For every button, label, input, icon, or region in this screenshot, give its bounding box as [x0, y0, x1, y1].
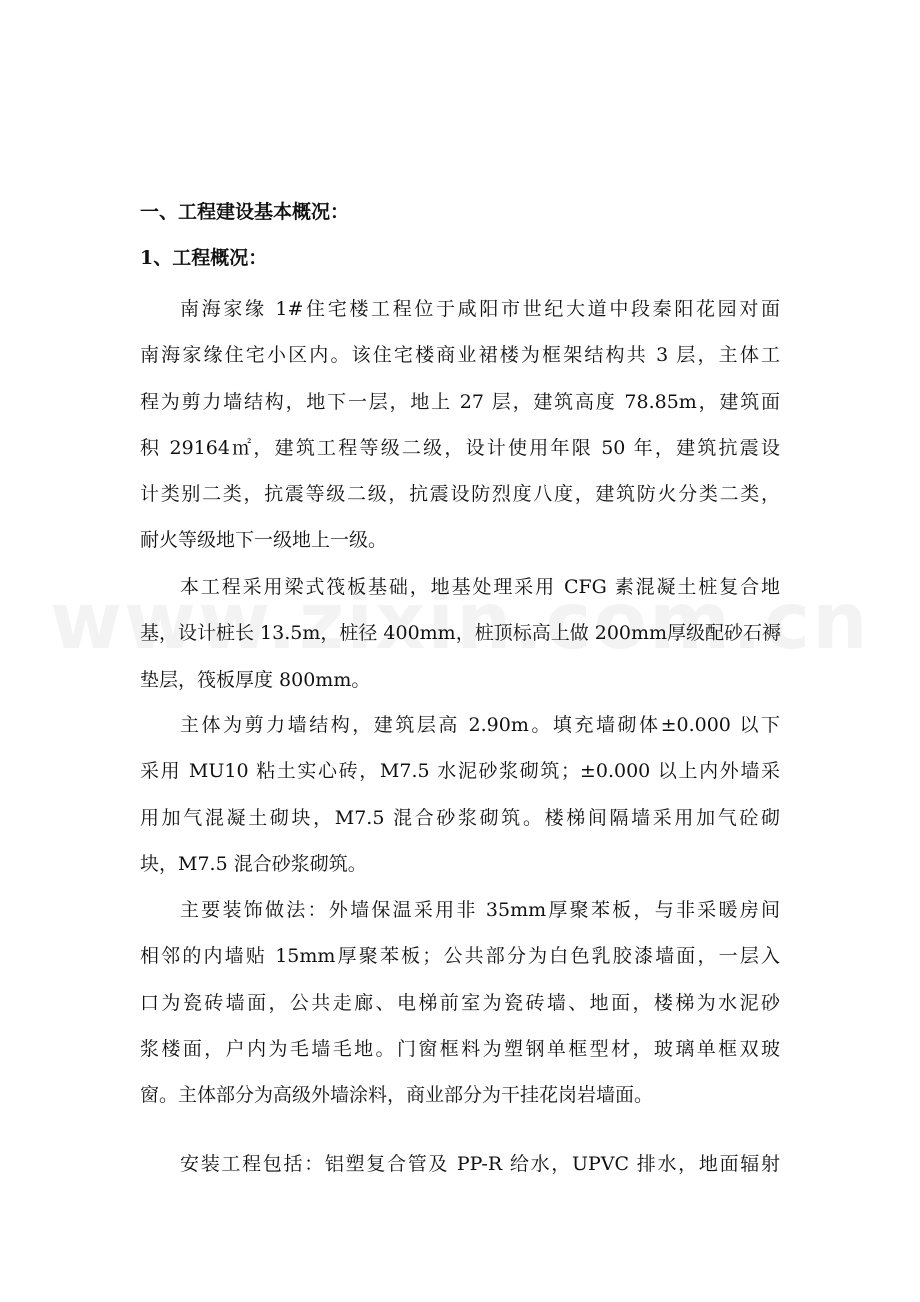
subsection-heading: 1、工程概况：	[140, 247, 268, 269]
paragraph-line: 耐火等级地下一级地上一级。	[140, 529, 388, 552]
paragraph-line: 基，设计桩长 13.5m，桩径 400mm，桩顶标高上做 200mm厚级配砂石褥	[140, 622, 782, 645]
paragraph-project-location	[140, 286, 780, 564]
paragraph-line: 程为剪力墙结构，地下一层，地上 27 层，建筑高度 78.85m，建筑面	[140, 390, 780, 413]
paragraph-main-structure	[140, 702, 780, 887]
section-heading: 一、工程建设基本概况：	[140, 201, 350, 223]
paragraph-line: 用加气混凝土砌块，M7.5 混合砂浆砌筑。楼梯间隔墙采用加气砼砌	[140, 806, 780, 829]
paragraph-line: 计类别二类，抗震等级二级，抗震设防烈度八度，建筑防火分类二类，	[140, 483, 780, 506]
paragraph-line: 采用 MU10 粘土实心砖，M7.5 水泥砂浆砌筑；±0.000 以上内外墙采	[140, 760, 780, 783]
paragraph-line: 南海家缘住宅小区内。该住宅楼商业裙楼为框架结构共 3 层，主体工	[140, 344, 780, 367]
paragraph-line: 垫层，筏板厚度 800mm。	[140, 668, 371, 691]
paragraph-decoration	[140, 887, 780, 1118]
paragraph-installation	[140, 1141, 780, 1187]
paragraph-line: 南海家缘 1#住宅楼工程位于咸阳市世纪大道中段秦阳花园对面	[180, 298, 780, 320]
paragraph-line: 积 29164㎡，建筑工程等级二级，设计使用年限 50 年，建筑抗震设	[140, 436, 780, 459]
paragraph-line: 窗。主体部分为高级外墙涂料，商业部分为干挂花岗岩墙面。	[140, 1084, 654, 1107]
paragraph-line: 主体为剪力墙结构，建筑层高 2.90m。填充墙砌体±0.000 以下	[180, 714, 780, 736]
paragraph-line: 块，M7.5 混合砂浆砌筑。	[140, 852, 367, 875]
paragraph-line: 本工程采用梁式筏板基础，地基处理采用 CFG 素混凝土桩复合地	[180, 576, 780, 598]
paragraph-line: 主要装饰做法：外墙保温采用非 35mm厚聚苯板，与非采暖房间	[180, 899, 780, 921]
paragraph-line: 口为瓷砖墙面，公共走廊、电梯前室为瓷砖墙、地面，楼梯为水泥砂	[140, 991, 780, 1014]
paragraph-line: 浆楼面，户内为毛墙毛地。门窗框料为塑钢单框型材，玻璃单框双玻	[140, 1037, 780, 1060]
paragraph-line: 安装工程包括：铝塑复合管及 PP-R 给水，UPVC 排水，地面辐射	[180, 1153, 780, 1175]
paragraph-foundation	[140, 564, 780, 703]
paragraph-line: 相邻的内墙贴 15mm厚聚苯板；公共部分为白色乳胶漆墙面，一层入	[140, 945, 780, 968]
